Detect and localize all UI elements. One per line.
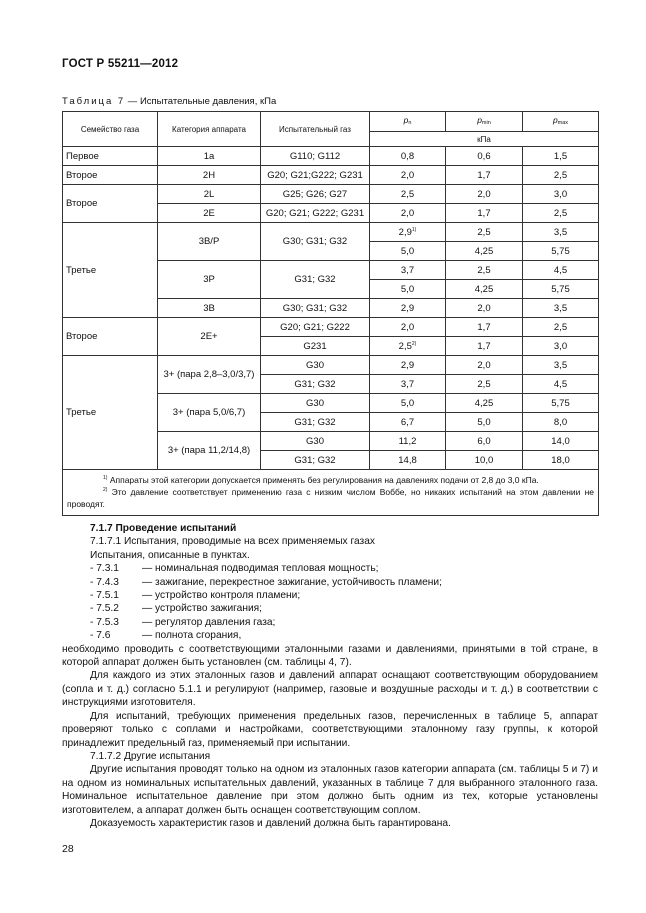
- section-heading: 7.1.7 Проведение испытаний: [90, 523, 237, 534]
- cell-pmin: 4,25: [446, 280, 523, 299]
- footnote-mark: 1): [411, 226, 417, 233]
- cell-category: 3P: [158, 261, 261, 299]
- cell-pmax: 3,5: [523, 356, 599, 375]
- table-caption-label: Таблица 7: [62, 96, 126, 107]
- cell-pn: 0,8: [370, 147, 446, 166]
- cell-pmax: 1,5: [523, 147, 599, 166]
- header-family: Семейство газа: [63, 112, 158, 147]
- cell-family: Второе: [63, 318, 158, 356]
- paragraph: Для каждого из этих эталонных газов и давлений аппарат оснащают соответствующим оборудованием (сопла и т. д.) согласно 5.1.1 и регулируют (например, газовые и воздушные расходы и т. д.) в соответствии с инструкциями изготовителя.: [62, 670, 598, 709]
- cell-pn: 6,7: [370, 413, 446, 432]
- cell-pmin: 2,0: [446, 356, 523, 375]
- cell-family: Третье: [63, 223, 158, 318]
- cell-pn: 14,8: [370, 451, 446, 470]
- cell-family: Второе: [63, 166, 158, 185]
- cell-pn: 2,5$^{2)}$: [370, 337, 446, 356]
- cell-pmax: 8,0: [523, 413, 599, 432]
- cell-category: 2E: [158, 204, 261, 223]
- cell-category: 3B: [158, 299, 261, 318]
- cell-pmin: 1,7: [446, 166, 523, 185]
- cell-pn: 2,9: [370, 356, 446, 375]
- header-unit: кПа: [370, 132, 599, 147]
- cell-pmin: 1,7: [446, 318, 523, 337]
- cell-pn: 2,0: [370, 166, 446, 185]
- cell-category: 3B/P: [158, 223, 261, 261]
- cell-pmax: 3,5: [523, 223, 599, 242]
- table-row: [63, 318, 599, 337]
- cell-pn: 2,0: [370, 318, 446, 337]
- paragraph: необходимо проводить с соответствующими эталонными газами и давлениями, принятыми в той стране, в которой аппарат должен быть установлен (см. таблицы 4, 7).: [62, 643, 598, 669]
- cell-gas: G30: [261, 356, 370, 375]
- cell-pn: 5,0: [370, 280, 446, 299]
- list-item: - 7.4.3 — зажигание, перекрестное зажигание, устойчивость пламени;: [90, 576, 442, 588]
- cell-gas: G31; G32: [261, 261, 370, 299]
- cell-gas: G231: [261, 337, 370, 356]
- cell-pmin: 1,7: [446, 204, 523, 223]
- cell-pmax: 14,0: [523, 432, 599, 451]
- cell-pn: 2,5: [370, 185, 446, 204]
- test-pressure-table: [62, 111, 599, 516]
- cell-gas: G30: [261, 394, 370, 413]
- list-item: - 7.5.2 — устройство зажигания;: [90, 603, 262, 615]
- cell-gas: G31; G32: [261, 413, 370, 432]
- cell-pmin: 5,0: [446, 413, 523, 432]
- table-row: [63, 147, 599, 166]
- list-item: - 7.6 — полнота сгорания,: [90, 630, 242, 642]
- cell-category: 2E+: [158, 318, 261, 356]
- paragraph: Для испытаний, требующих применения предельных газов, перечисленных в таблице 5, аппарат проверяют только с соплами и настройками, соответствующими эталонному газу группы, к которой принадлежит предельный газ, применяемый при испытании.: [62, 710, 598, 749]
- list-item: - 7.5.3 — регулятор давления газа;: [90, 616, 276, 628]
- list-item: - 7.3.1 — номинальная подводимая тепловая мощность;: [90, 563, 379, 575]
- paragraph: Другие испытания проводят только на одном из эталонных газов категории аппарата (см. таблицы 5 и 7) и на одном из номинальных испытательных давлений, указанных в таблице 7 для выбранного эталонного газа. Номинальное испытательное давление при этом должно быть одним из тех, которые установлены изготовителем, а аппарат должен быть оснащен соответствующим соплом.: [62, 764, 598, 816]
- cell-pmin: 2,0: [446, 299, 523, 318]
- cell-pmax: 5,75: [523, 394, 599, 413]
- cell-pn: 3,7: [370, 375, 446, 394]
- footnote-1: $^{1)}$ Аппараты этой категории допускается применять без регулирования на давлениях подачи от 2,8 до 3,0 кПа.: [103, 475, 539, 485]
- cell-gas: G20; G21; G222: [261, 318, 370, 337]
- cell-gas: G31; G32: [261, 375, 370, 394]
- cell-pmin: 6,0: [446, 432, 523, 451]
- header-pn: pn: [370, 112, 446, 132]
- cell-pmax: 4,5: [523, 375, 599, 394]
- cell-pmax: 5,75: [523, 280, 599, 299]
- cell-pn: 2,9: [370, 299, 446, 318]
- header-test-gas: Испытательный газ: [261, 112, 370, 147]
- cell-pmax: 2,5: [523, 318, 599, 337]
- cell-pmax: 2,5: [523, 204, 599, 223]
- page-header: ГОСТ Р 55211—2012: [62, 58, 179, 70]
- cell-gas: G30; G31; G32: [261, 223, 370, 261]
- cell-pmax: 3,5: [523, 299, 599, 318]
- subsection-title-2: 7.1.7.2 Другие испытания: [90, 750, 211, 762]
- cell-pn: 5,0: [370, 242, 446, 261]
- cell-pmin: 2,5: [446, 223, 523, 242]
- cell-gas: G25; G26; G27: [261, 185, 370, 204]
- cell-pmin: 1,7: [446, 337, 523, 356]
- cell-gas: G20; G21; G222; G231: [261, 204, 370, 223]
- cell-family: Третье: [63, 356, 158, 470]
- footnote-mark: 2): [411, 340, 417, 347]
- table-notes: [63, 470, 599, 516]
- cell-pmax: 4,5: [523, 261, 599, 280]
- cell-pn: 3,7: [370, 261, 446, 280]
- cell-category: 2L: [158, 185, 261, 204]
- cell-category: 1a: [158, 147, 261, 166]
- cell-pmin: 2,5: [446, 261, 523, 280]
- table-header-row: [63, 112, 599, 132]
- table-row: [63, 185, 599, 204]
- cell-gas: G110; G112: [261, 147, 370, 166]
- header-pmin: pmin: [446, 112, 523, 132]
- list-item: - 7.5.1 — устройство контроля пламени;: [90, 590, 301, 602]
- table-caption-text: — Испытательные давления, кПа: [125, 96, 277, 107]
- page-number: 28: [62, 843, 74, 855]
- cell-pn: 11,2: [370, 432, 446, 451]
- table-notes-row: [63, 470, 599, 516]
- table-row: [63, 166, 599, 185]
- cell-pmin: 4,25: [446, 242, 523, 261]
- cell-pn: 2,0: [370, 204, 446, 223]
- cell-family: Первое: [63, 147, 158, 166]
- cell-pmin: 10,0: [446, 451, 523, 470]
- table-row: [63, 223, 599, 242]
- subsection-intro: Испытания, описанные в пунктах.: [90, 549, 250, 561]
- cell-gas: G31; G32: [261, 451, 370, 470]
- cell-pmin: 2,5: [446, 375, 523, 394]
- table-row: [63, 356, 599, 375]
- cell-pmax: 2,5: [523, 166, 599, 185]
- cell-pmax: 18,0: [523, 451, 599, 470]
- cell-pmin: 2,0: [446, 185, 523, 204]
- cell-category: 3+ (пара 2,8–3,0/3,7): [158, 356, 261, 394]
- table-caption: [62, 96, 276, 107]
- header-pmax: pmax: [523, 112, 599, 132]
- section-body: [62, 522, 598, 830]
- header-category: Категория аппарата: [158, 112, 261, 147]
- footnote-2: $^{2)}$ Это давление соответствует применению газа с низким числом Воббе, но никаких испытаний на этом давлении не проводят.: [67, 487, 594, 509]
- subsection-title-1: 7.1.7.1 Испытания, проводимые на всех применяемых газах: [90, 536, 375, 548]
- cell-category: 3+ (пара 11,2/14,8): [158, 432, 261, 470]
- cell-pmin: 4,25: [446, 394, 523, 413]
- cell-family: Второе: [63, 185, 158, 223]
- cell-pn: 5,0: [370, 394, 446, 413]
- cell-category: 3+ (пара 5,0/6,7): [158, 394, 261, 432]
- cell-pmin: 0,6: [446, 147, 523, 166]
- cell-pn: 2,9$^{1)}$: [370, 223, 446, 242]
- cell-pmax: 5,75: [523, 242, 599, 261]
- cell-category: 2H: [158, 166, 261, 185]
- paragraph: Доказуемость характеристик газов и давлений должна быть гарантирована.: [90, 817, 451, 829]
- cell-gas: G20; G21;G222; G231: [261, 166, 370, 185]
- cell-pmax: 3,0: [523, 185, 599, 204]
- cell-pmax: 3,0: [523, 337, 599, 356]
- cell-gas: G30: [261, 432, 370, 451]
- cell-gas: G30; G31; G32: [261, 299, 370, 318]
